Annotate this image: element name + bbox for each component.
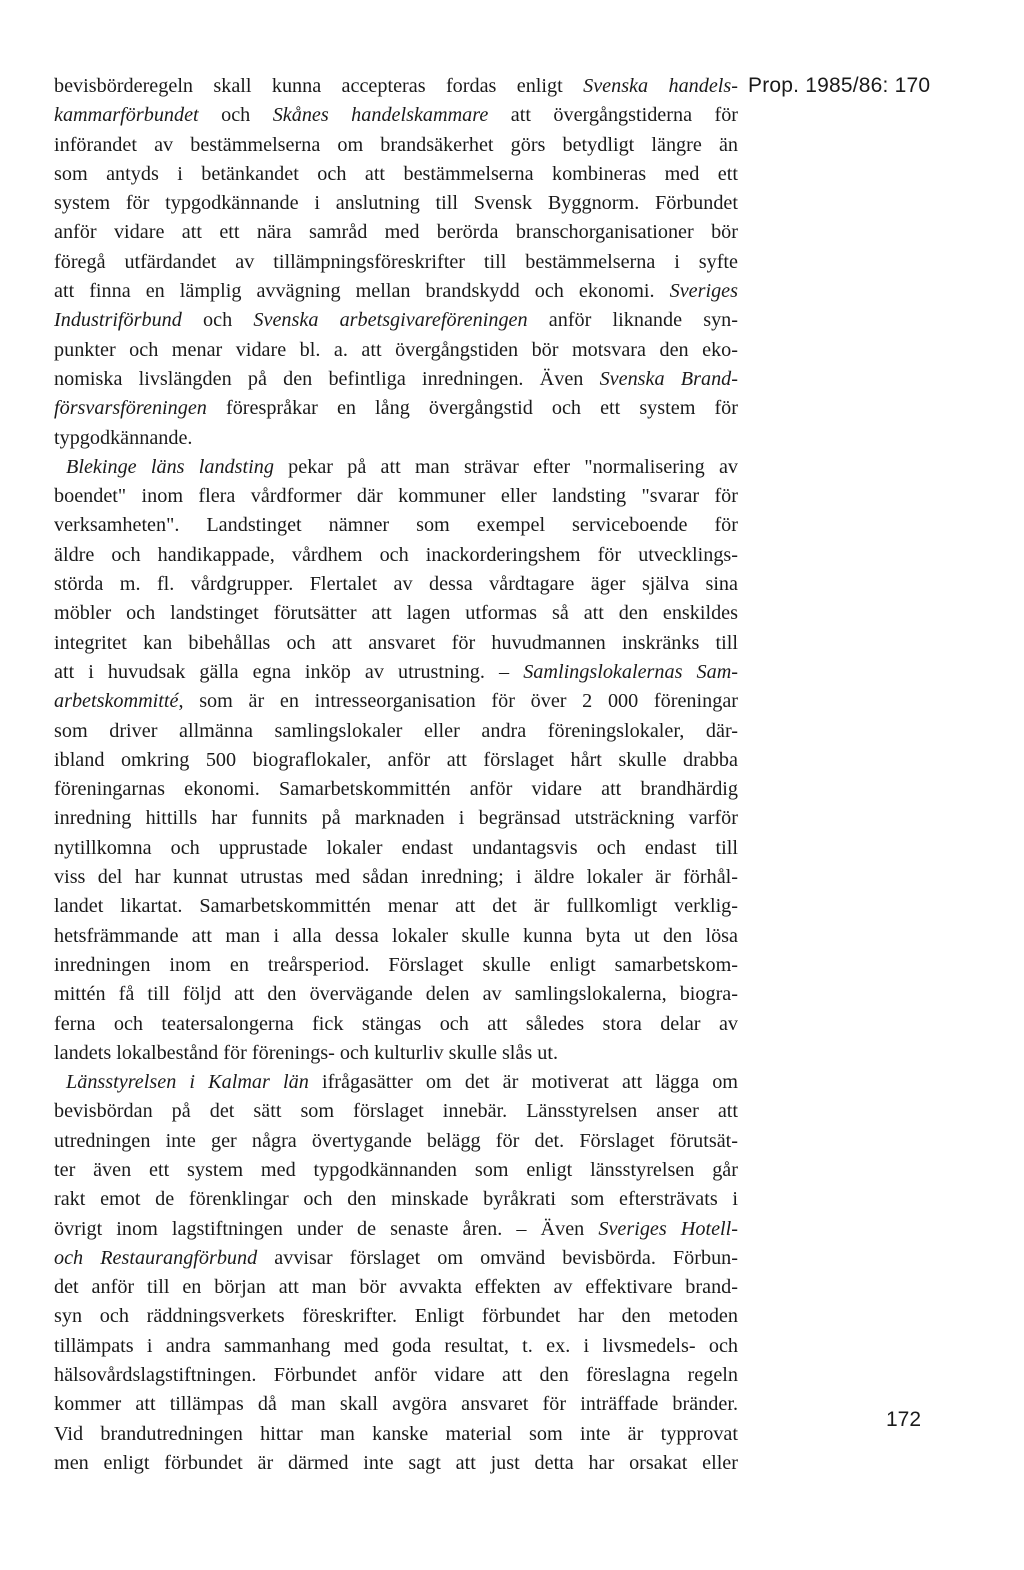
text-segment: hälsovårdslagstiftningen. Förbundet anför vidare att den föreslagna regeln <box>54 1364 738 1387</box>
text-segment: och <box>198 104 273 127</box>
text-segment: nytillkomna och upprustade lokaler endast undantagsvis och endast till <box>54 836 738 859</box>
text-segment: men enligt förbundet är därmed inte sagt att just detta har orsakat eller <box>54 1451 738 1474</box>
text-line <box>54 804 738 833</box>
italic-segment: försvarsföreningen <box>54 397 207 420</box>
text-line <box>54 511 738 540</box>
text-segment: som driver allmänna samlingslokaler eller andra föreningslokaler, där- <box>54 719 738 742</box>
text-line <box>54 892 738 921</box>
text-segment: avvisar förslaget om omvänd bevisbörda. Förbun- <box>257 1246 738 1269</box>
italic-segment: arbetskommitté <box>54 690 179 713</box>
text-line <box>54 248 738 277</box>
italic-segment: Sveriges <box>669 280 738 303</box>
text-segment: system för typgodkännande i anslutning till Svensk Byggnorm. Förbundet <box>54 192 738 215</box>
text-segment: nomiska livslängden på den befintliga inredningen. Även <box>54 367 600 390</box>
text-segment: syn och räddningsverkets föreskrifter. Enligt förbundet har den metoden <box>54 1305 738 1328</box>
text-segment: ferna och teatersalongerna fick stängas och att således stora delar av <box>54 1012 738 1035</box>
page-number: 172 <box>886 1408 922 1431</box>
text-line <box>54 951 738 980</box>
text-segment: bevisbörderegeln skall kunna accepteras fordas enligt <box>54 75 584 97</box>
text-line <box>54 1156 738 1185</box>
text-segment: punkter och menar vidare bl. a. att övergångstiden bör motsvara den eko- <box>54 338 738 361</box>
italic-segment: Samlingslokalernas Sam- <box>523 660 738 683</box>
text-line <box>54 746 738 775</box>
text-segment: som antyds i betänkandet och att bestämmelserna kombineras med ett <box>54 162 738 185</box>
italic-segment: Svenska Brand- <box>599 367 738 390</box>
text-segment: anför liknande syn- <box>527 309 738 332</box>
text-line <box>54 131 738 160</box>
text-line <box>54 717 738 746</box>
text-line <box>54 277 738 306</box>
text-line <box>54 1273 738 1302</box>
text-segment: övrigt inom lagstiftningen under de senaste åren. – Även <box>54 1217 599 1240</box>
text-segment: äldre och handikappade, vårdhem och inackorderingshem för utvecklings- <box>54 543 738 566</box>
text-segment: ter även ett system med typgodkännanden som enligt länsstyrelsen går <box>54 1158 738 1181</box>
italic-segment: kammarförbundet <box>54 104 199 127</box>
text-segment: att finna en lämplig avvägning mellan brandskydd och ekonomi. <box>54 280 670 303</box>
text-segment: möbler och landstinget förutsätter att lagen utformas så att den enskildes <box>54 602 738 625</box>
text-line <box>54 1068 738 1097</box>
text-segment: införandet av bestämmelserna om brandsäkerhet görs betydligt längre än <box>54 133 738 156</box>
text-segment: och <box>181 309 254 332</box>
text-line <box>54 980 738 1009</box>
italic-segment: Länsstyrelsen i Kalmar län <box>66 1071 309 1094</box>
text-segment: förespråkar en lång övergångstid och ett system för <box>206 397 738 420</box>
text-segment: utredningen inte ger några övertygande belägg för det. Förslaget förutsät- <box>54 1129 738 1152</box>
text-line <box>54 658 738 687</box>
text-line <box>54 570 738 599</box>
text-segment: att i huvudsak gälla egna inköp av utrustning. – <box>54 660 524 683</box>
italic-segment: Svenska handels- <box>583 75 738 97</box>
text-segment: störda m. fl. vårdgrupper. Flertalet av dessa vårdtagare äger själva sina <box>54 573 738 596</box>
text-segment: föreningarnas ekonomi. Samarbetskommittén anför vidare att brandhärdig <box>54 778 738 801</box>
text-segment: viss del har kunnat utrustas med sådan inredning; i äldre lokaler är förhål- <box>54 866 738 889</box>
text-line <box>54 1449 738 1478</box>
text-segment: verksamheten". Landstinget nämner som exempel serviceboende för <box>54 514 738 537</box>
text-line <box>54 863 738 892</box>
text-segment: Vid brandutredningen hittar man kanske material som inte är typprovat <box>54 1422 738 1445</box>
italic-segment: Svenska arbetsgivareföreningen <box>253 309 528 332</box>
text-line <box>54 834 738 863</box>
italic-segment: Skånes handelskammare <box>272 104 489 127</box>
text-segment: landets lokalbestånd för förenings- och kulturliv skulle slås ut. <box>54 1041 559 1064</box>
proposition-reference: Prop. 1985/86: 170 <box>748 74 931 97</box>
text-segment: inredningen inom en treårsperiod. Förslaget skulle enligt samarbetskom- <box>54 953 738 976</box>
text-line <box>54 394 738 423</box>
text-segment: integritet kan bibehållas och att ansvaret för huvudmannen inskränks till <box>54 631 738 654</box>
text-line <box>54 189 738 218</box>
text-line <box>54 453 738 482</box>
text-segment: ibland omkring 500 biograflokaler, anför att förslaget hårt skulle drabba <box>54 748 738 771</box>
text-line <box>54 1039 738 1068</box>
text-line <box>54 482 738 511</box>
text-line <box>54 541 738 570</box>
text-segment: hetsfrämmande att man i alla dessa lokaler skulle kunna byta ut den lösa <box>54 924 738 947</box>
text-line <box>54 1420 738 1449</box>
text-segment: bevisbördan på det sätt som förslaget innebär. Länsstyrelsen anser att <box>54 1100 738 1123</box>
text-segment: pekar på att man strävar efter "normalisering av <box>273 455 739 478</box>
text-segment: boendet" inom flera vårdformer där kommuner eller landsting "svarar för <box>54 485 738 508</box>
text-line <box>54 1390 738 1419</box>
text-segment: rakt emot de förenklingar och den minskade byråkrati som eftersträvats i <box>54 1188 738 1211</box>
text-segment: ifrågasätter om det är motiverat att lägga om <box>308 1071 738 1094</box>
text-segment: anför vidare att ett nära samråd med berörda branschorganisationer bör <box>54 221 738 244</box>
text-line <box>54 218 738 247</box>
text-segment: inredning hittills har funnits på marknaden i begränsad utsträckning varför <box>54 807 738 830</box>
body-text <box>54 72 738 1478</box>
text-line <box>54 424 738 453</box>
text-line <box>54 1332 738 1361</box>
text-line <box>54 306 738 335</box>
text-line <box>54 1244 738 1273</box>
italic-segment: Blekinge läns landsting <box>66 455 274 478</box>
text-line <box>54 629 738 658</box>
text-line <box>54 72 738 101</box>
text-line <box>54 922 738 951</box>
text-line <box>54 1097 738 1126</box>
text-line <box>54 101 738 130</box>
text-line <box>54 599 738 628</box>
text-line <box>54 336 738 365</box>
text-line <box>54 1361 738 1390</box>
text-line <box>54 1185 738 1214</box>
text-line <box>54 160 738 189</box>
text-segment: landet likartat. Samarbetskommittén menar att det är fullkomligt verklig- <box>54 895 738 918</box>
text-segment: typgodkännande. <box>54 426 193 449</box>
text-line <box>54 1010 738 1039</box>
text-line <box>54 1127 738 1156</box>
text-segment: kommer att tillämpas då man skall avgöra ansvaret för inträffade bränder. <box>54 1393 738 1416</box>
text-line <box>54 775 738 804</box>
text-segment: att övergångstiderna för <box>488 104 739 127</box>
text-line <box>54 365 738 394</box>
text-line <box>54 1215 738 1244</box>
text-segment: det anför till en början att man bör avvakta effekten av effektivare brand- <box>54 1276 738 1299</box>
italic-segment: Sveriges Hotell- <box>598 1217 738 1240</box>
text-line <box>54 687 738 716</box>
text-segment: föregå utfärdandet av tillämpningsföreskrifter till bestämmelserna i syfte <box>54 250 738 273</box>
italic-segment: och Restaurangförbund <box>54 1246 258 1269</box>
italic-segment: Industriförbund <box>54 309 182 332</box>
text-segment: , som är en intresseorganisation för över 2 000 föreningar <box>178 690 738 713</box>
text-segment: mittén få till följd att den övervägande delen av samlingslokalerna, biogra- <box>54 983 738 1006</box>
text-line <box>54 1302 738 1331</box>
text-segment: tillämpats i andra sammanhang med goda resultat, t. ex. i livsmedels- och <box>54 1334 738 1357</box>
